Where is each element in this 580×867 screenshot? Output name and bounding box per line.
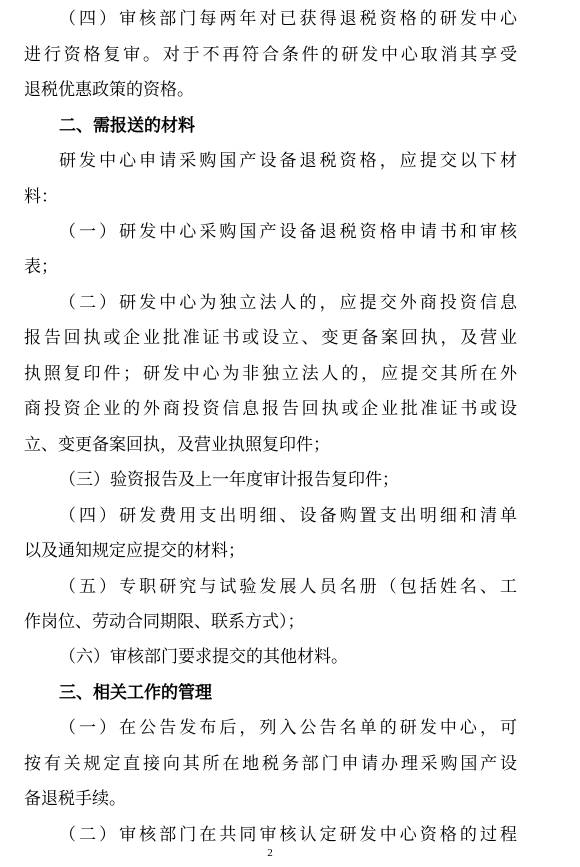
paragraph-line: 研发中心申请采购国产设备退税资格，应提交以下材 bbox=[59, 151, 517, 171]
paragraph-line: 以及通知规定应提交的材料； bbox=[24, 541, 245, 561]
paragraph-line: 执照复印件；研发中心为非独立法人的，应提交其所在外 bbox=[24, 364, 517, 384]
paragraph-line: 按有关规定直接向其所在地税务部门申请办理采购国产设 bbox=[24, 754, 517, 774]
paragraph-line: 表； bbox=[24, 257, 58, 277]
paragraph-line: （五）专职研究与试验发展人员名册（包括姓名、工 bbox=[59, 577, 517, 597]
paragraph-line: （四）审核部门每两年对已获得退税资格的研发中心 bbox=[59, 9, 517, 29]
paragraph-line: 作岗位、劳动合同期限、联系方式）； bbox=[24, 612, 305, 632]
paragraph-line: 商投资企业的外商投资信息报告回执或企业批准证书或设 bbox=[24, 399, 517, 419]
paragraph-line: （四）研发费用支出明细、设备购置支出明细和清单 bbox=[59, 506, 517, 526]
page-number: 2 bbox=[267, 847, 273, 859]
paragraph-line: （一）在公告发布后，列入公告名单的研发中心，可 bbox=[59, 718, 517, 738]
paragraph-line: 立、变更备案回执，及营业执照复印件； bbox=[24, 435, 330, 455]
paragraph-line: （二）审核部门在共同审核认定研发中心资格的过程 bbox=[59, 825, 517, 845]
paragraph-line: （一）研发中心采购国产设备退税资格申请书和审核 bbox=[59, 222, 517, 242]
paragraph-line: 料： bbox=[24, 187, 58, 207]
section-heading-materials: 二、需报送的材料 bbox=[59, 116, 195, 136]
paragraph-line: 备退税手续。 bbox=[24, 789, 126, 809]
section-heading-management: 三、相关工作的管理 bbox=[59, 683, 212, 703]
paragraph-line: （二）研发中心为独立法人的，应提交外商投资信息 bbox=[59, 293, 517, 313]
paragraph-line: （三）验资报告及上一年度审计报告复印件； bbox=[59, 470, 399, 490]
paragraph-line: （六）审核部门要求提交的其他材料。 bbox=[59, 647, 348, 667]
paragraph-line: 报告回执或企业批准证书或设立、变更备案回执，及营业 bbox=[24, 328, 517, 348]
paragraph-line: 进行资格复审。对于不再符合条件的研发中心取消其享受 bbox=[24, 45, 517, 65]
paragraph-line: 退税优惠政策的资格。 bbox=[24, 80, 194, 100]
